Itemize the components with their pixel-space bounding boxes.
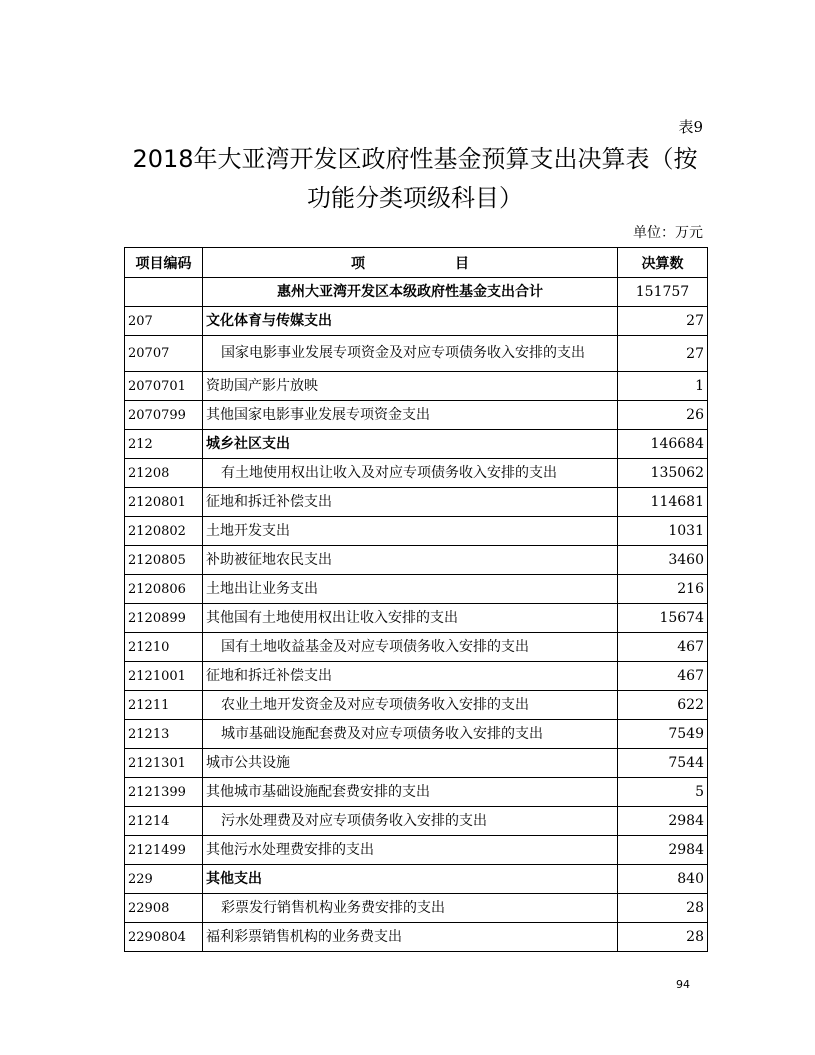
row-amount: 28 <box>618 894 708 923</box>
row-amount: 7544 <box>618 749 708 778</box>
row-amount: 3460 <box>618 546 708 575</box>
table-row <box>125 546 708 575</box>
table-row <box>125 691 708 720</box>
table-row <box>125 488 708 517</box>
table-row <box>125 894 708 923</box>
row-item-name: 污水处理费及对应专项债务收入安排的支出 <box>203 807 618 836</box>
row-item-name: 其他城市基础设施配套费安排的支出 <box>203 778 618 807</box>
table-row <box>125 865 708 894</box>
row-code: 21210 <box>125 633 203 662</box>
row-code: 2120806 <box>125 575 203 604</box>
row-code: 2120805 <box>125 546 203 575</box>
row-amount: 216 <box>618 575 708 604</box>
row-code: 229 <box>125 865 203 894</box>
row-code: 2070799 <box>125 401 203 430</box>
row-amount: 15674 <box>618 604 708 633</box>
row-amount: 622 <box>618 691 708 720</box>
table-row <box>125 278 708 307</box>
page-title-line-2: 功能分类项级科目） <box>307 184 523 212</box>
row-amount: 467 <box>618 633 708 662</box>
table-number: 表9 <box>678 118 703 136</box>
row-amount: 2984 <box>618 836 708 865</box>
page-title-line-1: 2018年大亚湾开发区政府性基金预算支出决算表（按 <box>132 145 698 173</box>
row-item-name: 农业土地开发资金及对应专项债务收入安排的支出 <box>203 691 618 720</box>
row-code: 21211 <box>125 691 203 720</box>
budget-table <box>124 247 708 952</box>
table-row <box>125 778 708 807</box>
row-item-name: 土地开发支出 <box>203 517 618 546</box>
row-amount: 1031 <box>618 517 708 546</box>
row-amount: 467 <box>618 662 708 691</box>
table-row <box>125 575 708 604</box>
row-item-name: 资助国产影片放映 <box>203 372 618 401</box>
row-item-name: 国家电影事业发展专项资金及对应专项债务收入安排的支出 <box>203 336 618 372</box>
table-row <box>125 662 708 691</box>
header-amount: 决算数 <box>618 248 708 278</box>
header-code: 项目编码 <box>125 248 203 278</box>
row-code: 2121399 <box>125 778 203 807</box>
table-row <box>125 749 708 778</box>
row-code: 21214 <box>125 807 203 836</box>
table-header-row <box>125 248 708 278</box>
row-code: 2120801 <box>125 488 203 517</box>
row-code: 2120802 <box>125 517 203 546</box>
table-row <box>125 633 708 662</box>
table-row <box>125 372 708 401</box>
row-amount: 146684 <box>618 430 708 459</box>
unit-label: 单位：万元 <box>633 225 703 241</box>
row-amount: 7549 <box>618 720 708 749</box>
row-item-name: 其他国家电影事业发展专项资金支出 <box>203 401 618 430</box>
row-code: 21208 <box>125 459 203 488</box>
page-number: 94 <box>676 978 690 991</box>
row-amount: 840 <box>618 865 708 894</box>
header-item-a: 项 <box>351 255 365 272</box>
row-amount: 27 <box>618 336 708 372</box>
row-item-name: 福利彩票销售机构的业务费支出 <box>203 923 618 952</box>
table-row <box>125 401 708 430</box>
row-code: 2070701 <box>125 372 203 401</box>
row-amount: 1 <box>618 372 708 401</box>
row-amount: 114681 <box>618 488 708 517</box>
row-code: 2120899 <box>125 604 203 633</box>
row-code: 212 <box>125 430 203 459</box>
header-item-b: 目 <box>455 255 469 272</box>
table-row <box>125 923 708 952</box>
row-code: 2121001 <box>125 662 203 691</box>
table-body <box>125 278 708 952</box>
table-row <box>125 307 708 336</box>
row-item-name: 国有土地收益基金及对应专项债务收入安排的支出 <box>203 633 618 662</box>
table-row <box>125 836 708 865</box>
row-amount: 28 <box>618 923 708 952</box>
row-amount: 5 <box>618 778 708 807</box>
row-item-name: 城市基础设施配套费及对应专项债务收入安排的支出 <box>203 720 618 749</box>
row-code <box>125 278 203 307</box>
row-item-name: 征地和拆迁补偿支出 <box>203 488 618 517</box>
row-item-name: 征地和拆迁补偿支出 <box>203 662 618 691</box>
row-item-name: 其他国有土地使用权出让收入安排的支出 <box>203 604 618 633</box>
row-item-name: 文化体育与传媒支出 <box>203 307 618 336</box>
row-item-name: 有土地使用权出让收入及对应专项债务收入安排的支出 <box>203 459 618 488</box>
row-code: 21213 <box>125 720 203 749</box>
row-code: 22908 <box>125 894 203 923</box>
row-code: 207 <box>125 307 203 336</box>
row-code: 20707 <box>125 336 203 372</box>
row-item-name: 补助被征地农民支出 <box>203 546 618 575</box>
table-row <box>125 517 708 546</box>
row-item-name: 其他污水处理费安排的支出 <box>203 836 618 865</box>
row-amount: 27 <box>618 307 708 336</box>
row-amount: 2984 <box>618 807 708 836</box>
row-item-name: 其他支出 <box>203 865 618 894</box>
table-row <box>125 807 708 836</box>
row-code: 2121499 <box>125 836 203 865</box>
row-item-name: 城乡社区支出 <box>203 430 618 459</box>
header-item <box>203 248 618 278</box>
row-item-name: 土地出让业务支出 <box>203 575 618 604</box>
row-item-name: 城市公共设施 <box>203 749 618 778</box>
row-amount: 135062 <box>618 459 708 488</box>
table-row <box>125 604 708 633</box>
table-row <box>125 720 708 749</box>
row-amount: 151757 <box>618 278 708 307</box>
row-code: 2121301 <box>125 749 203 778</box>
table-row <box>125 430 708 459</box>
table-row <box>125 336 708 372</box>
row-amount: 26 <box>618 401 708 430</box>
row-code: 2290804 <box>125 923 203 952</box>
table-row <box>125 459 708 488</box>
row-item-name: 彩票发行销售机构业务费安排的支出 <box>203 894 618 923</box>
row-item-name: 惠州大亚湾开发区本级政府性基金支出合计 <box>203 278 618 307</box>
